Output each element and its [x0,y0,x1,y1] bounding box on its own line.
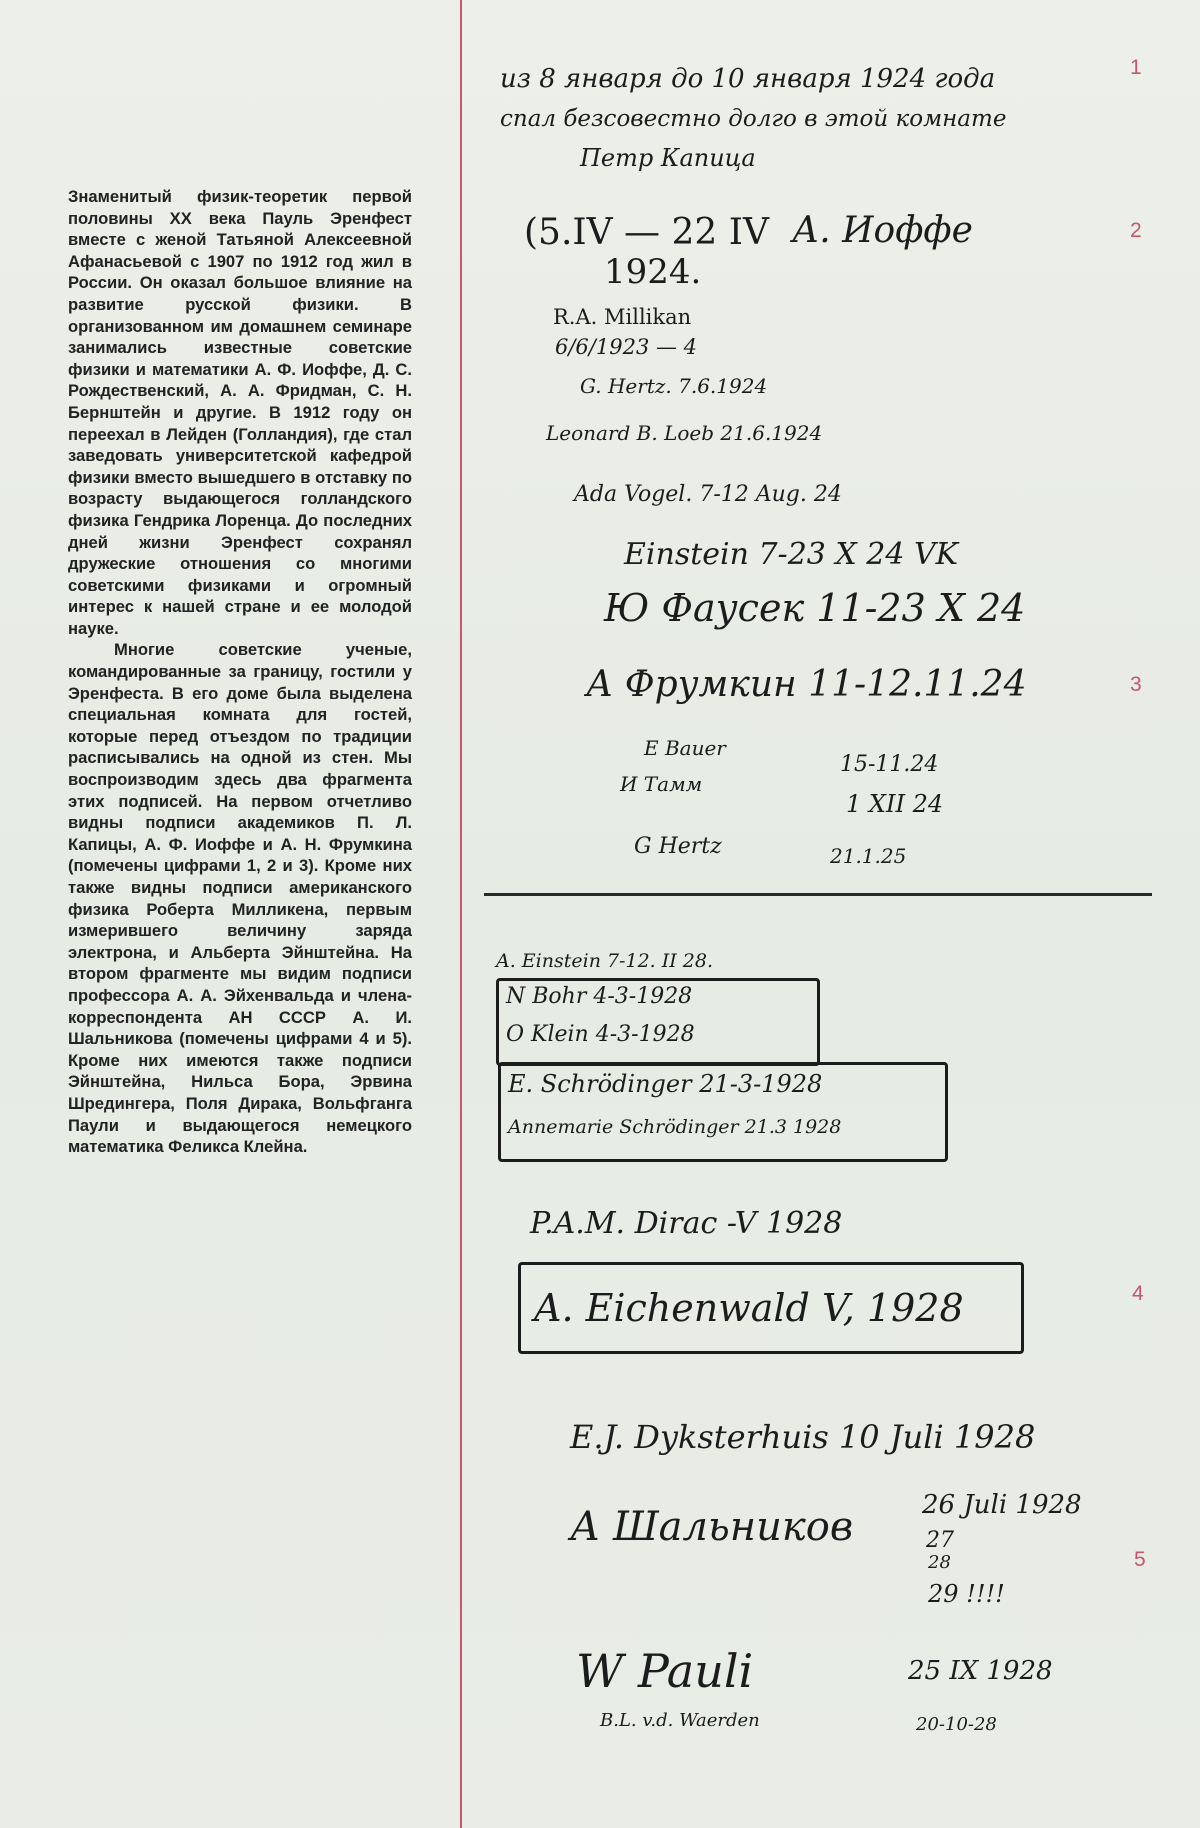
margin-line [460,0,462,1828]
marker-5: 5 [1134,1548,1146,1571]
einstein-signature-1: Einstein 7-23 X 24 VK [624,537,959,572]
klein-signature: O Klein 4-3-1928 [506,1022,695,1047]
marker-3: 3 [1130,673,1142,696]
ioffe-dates: (5.IV — 22 IV [524,212,769,253]
hertz-date-2: 21.1.25 [830,844,907,868]
bauer-signature: E Bauer [644,736,726,760]
millikan-date: 6/6/1923 — 4 [555,335,698,359]
pauli-date: 25 IX 1928 [908,1656,1053,1686]
loeb-signature: Leonard B. Loeb 21.6.1924 [546,421,823,445]
kapitza-signature: Петр Капица [580,144,756,172]
tamm-date: 1 XII 24 [846,790,944,818]
article-paragraph-2: Многие советские ученые, командированные за границу, гостили у Эренфеста. В его доме была выделена специальная комната для гостей, которые перед отъездом по традиции расписывались на одной из стен. Мы воспроизводим здесь два фрагмента этих подписей. На первом отчетливо видны подписи академиков П. Л. Капицы, А. Ф. Иоффе и А. Н. Фрумкина (помечены цифрами 1, 2 и 3). Кроме них также видны подписи американского физика Роберта Милликена, первым измерившего величину заряда электрона, и Альберта Эйнштейна. На втором фрагменте мы видим подписи профессора А. А. Эйхенвальда и члена-корреспондента АН СССР А. И. Шальникова (помечены цифрами 4 и 5). Кроме них имеются также подписи Эйнштейна, Нильса Бора, Эрвина Шредингера, Поля Дирака, Вольфганга Паули и выдающегося немецкого математика Феликса Клейна. [68,640,412,1157]
kapitza-line-2: спал безсовестно долго в этой комнате [500,106,1007,132]
article-text [68,186,412,1158]
schrodinger-signature: E. Schrödinger 21-3-1928 [508,1070,823,1098]
annemarie-signature: Annemarie Schrödinger 21.3 1928 [508,1116,842,1138]
shalnikov-signature: А Шальников [570,1504,854,1550]
dirac-signature: P.A.M. Dirac -V 1928 [530,1206,843,1241]
fausek-signature: Ю Фаусек 11-23 X 24 [604,586,1026,630]
fragment-divider [484,893,1152,896]
last-signature: B.L. v.d. Waerden [600,1710,760,1731]
shalnikov-extra-3: 29 !!!! [928,1580,1005,1608]
pauli-signature: W Pauli [576,1644,754,1698]
marker-1: 1 [1130,56,1142,79]
vogel-signature: Ada Vogel. 7-12 Aug. 24 [574,482,842,507]
kapitza-line-1: из 8 января до 10 января 1924 года [500,64,996,94]
article-paragraph-1: Знаменитый физик-теоретик первой половины XX века Пауль Эренфест вместе с женой Татьяной Алексеевной Афанасьевой с 1907 по 1912 год жил в России. Он оказал большое влияние на развитие русской физики. В организованном им домашнем семинаре занимались известные советские физики и математики А. Ф. Иоффе, Д. С. Рождественский, А. А. Фридман, С. Н. Бернштейн и другие. В 1912 году он переехал в Лейден (Голландия), где стал заведовать университетской кафедрой физики вместо вышедшего в отставку по возрасту выдающегося голландского физика Гендрика Лоренца. До последних дней жизни Эренфест сохранял дружеские отношения со многими советскими физиками и огромный интерес к нашей стране и ее молодой науке. [68,187,412,638]
hertz-signature-2: G Hertz [634,834,722,859]
frumkin-signature: А Фрумкин 11-12.11.24 [586,664,1027,705]
dyksterhuis-signature: E.J. Dyksterhuis 10 Juli 1928 [570,1418,1036,1456]
einstein-signature-2: A. Einstein 7-12. II 28. [496,950,713,972]
ioffe-year: 1924. [604,252,702,292]
shalnikov-extra-1: 27 [926,1528,954,1553]
ioffe-signature: А. Иоффе [792,210,973,251]
millikan-signature: R.A. Millikan [553,305,692,329]
marker-4: 4 [1132,1282,1144,1305]
bauer-date: 15-11.24 [840,752,939,777]
bohr-signature: N Bohr 4-3-1928 [506,984,693,1009]
marker-2: 2 [1130,219,1142,242]
shalnikov-extra-2: 28 [928,1552,951,1573]
eichenwald-signature: A. Eichenwald V, 1928 [534,1286,964,1330]
tamm-signature: И Тамм [620,772,703,796]
last-date: 20-10-28 [916,1714,997,1735]
hertz-signature-1: G. Hertz. 7.6.1924 [580,374,768,398]
shalnikov-date: 26 Juli 1928 [922,1490,1082,1520]
